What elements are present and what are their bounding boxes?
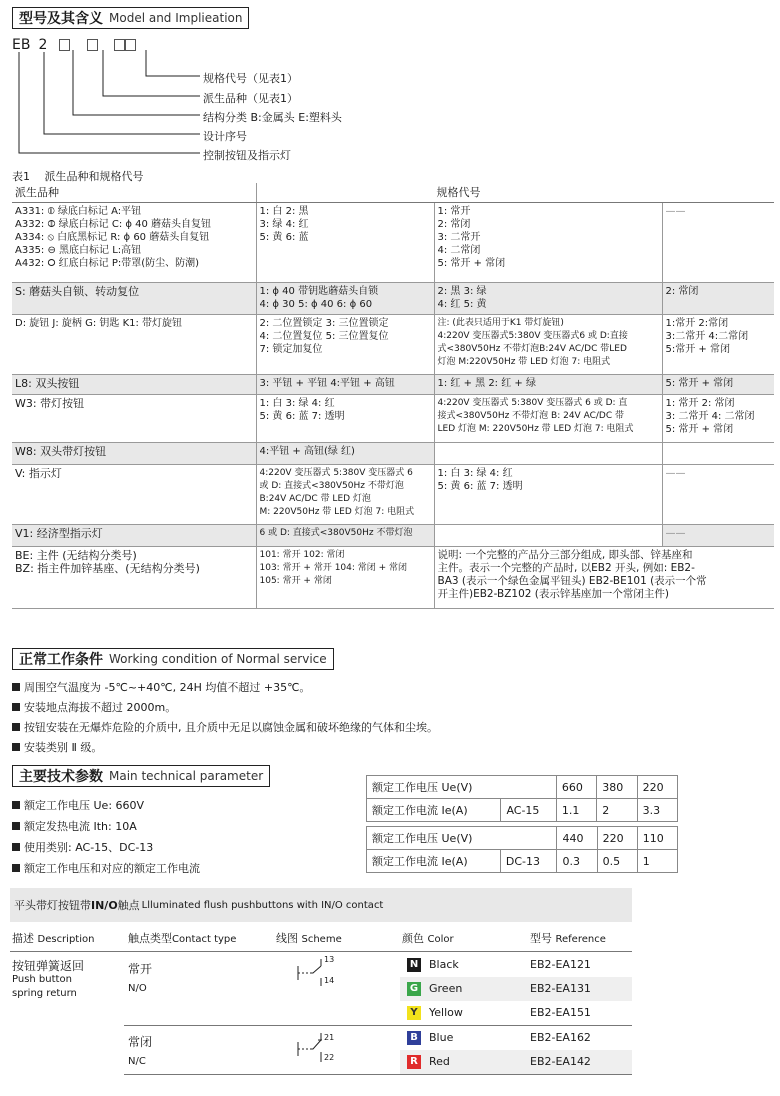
- ref-red: EB2-EA142: [530, 1055, 591, 1068]
- header-divider: [10, 951, 632, 952]
- technical-section-header: [12, 765, 270, 787]
- description-en-1: Push button: [12, 974, 72, 985]
- color-black: N Black: [407, 958, 459, 972]
- table1-row: BE: 主件 (无结构分类号) BZ: 指主件加锌基座、(无结构分类号) 101: 常开 102: 常闭 103: 常开 + 常开 104: 常闭 + 常闭 105: 常开 + 常闭 说明: 一个完整的产品分三部分组成, 即头部、锌基座和 主件。表示一个完整的产品时, 以EB2 开头, 例如: EB2- BA3 (表示一个绿色金属平钮头) EB2-BE101 (表示一个常 开主件)EB2-BZ102 (表示锌基座加一个常闭主件): [12, 547, 774, 609]
- description-en-2: spring return: [12, 988, 77, 999]
- table1-row: S: 蘑菇头自锁、转动复位 1: ϕ 40 带钥匙蘑菇头自锁 4: ϕ 30 5: ϕ 40 6: ϕ 60 2: 黑 3: 绿 4: 红 5: 黄 2: 常闭: [12, 283, 774, 315]
- color-blue: B Blue: [407, 1031, 453, 1045]
- dc-ie-label: 额定工作电流 Ie(A): [367, 850, 501, 873]
- list-item: 按钮安装在无爆炸危险的介质中, 且介质中无足以腐蚀金属和破坏绝缘的气体和尘埃。: [12, 718, 438, 738]
- list-item: 额定发热电流 Ith: 10A: [12, 816, 200, 837]
- terminal-13: 13: [324, 955, 335, 964]
- ac-category: AC-15: [501, 799, 556, 822]
- contact-type-nc-en: N/C: [128, 1056, 146, 1067]
- group-divider: [124, 1025, 632, 1026]
- color-green: G Green: [407, 982, 462, 996]
- working-header-cn: 正常工作条件: [19, 652, 103, 668]
- terminal-22: 22: [324, 1053, 335, 1062]
- col-contact-type: 触点类型Contact type: [128, 932, 237, 945]
- dc-category: DC-13: [500, 850, 557, 873]
- table1-row: D: 旋钮 J: 旋柄 G: 钥匙 K1: 带灯旋钮 2: 二位置锁定 3: 三位置锁定 4: 二位置复位 5: 三位置复位 7: 锁定加复位 注: (此表只适用于K1 带灯旋钮) 4:220V 变压器式5:380V 变压器式6 或 D:直接 式<380V50Hz 不带灯泡B:24V AC/DC 带LED 灯泡 M:220V50Hz 带 LED 灯泡 7: 电阻式 1:常开 2:常闭 3:二常开 4:二常闭 5:常开 + 常闭: [12, 315, 774, 375]
- annotation-spec-code: 规格代号（见表1）: [203, 72, 298, 85]
- table1-row: L8: 双头按钮 3: 平钮 + 平钮 4:平钮 + 高钮 1: 红 + 黑 2: 红 + 绿 5: 常开 + 常闭: [12, 375, 774, 395]
- table1-row: A331: ⦶ 绿底白标记 A:平钮 A332: ⦷ 绿底白标记 C: ϕ 40 蘑菇头自复钮 A334: ⦸ 白底黑标记 R: ϕ 60 蘑菇头自复钮 A335: ⊖ 黑底白标记 L:高钮 A432: ⭘ 红底白标记 P:带罩(防尘、防潮) 1: 白 2: 黑 3: 绿 4: 红 5: 黄 6: 蓝 1: 常开 2: 常闭 3: 二常开 4: 二常闭 5: 常开 + 常闭 ——: [12, 203, 774, 283]
- list-item: 周围空气温度为 -5℃~+40℃, 24H 均值不超过 +35℃。: [12, 678, 438, 698]
- annotation-structure: 结构分类 B:金属头 E:塑料头: [203, 111, 342, 124]
- model-section-header: [12, 7, 249, 29]
- annotation-variant: 派生品种（见表1）: [203, 92, 298, 105]
- green-swatch-icon: G: [407, 982, 421, 996]
- technical-header-en: Main technical parameter: [109, 769, 264, 783]
- table1: [12, 183, 774, 609]
- working-header-en: Working condition of Normal service: [109, 652, 327, 666]
- yellow-swatch-icon: Y: [407, 1006, 421, 1020]
- model-header-en: Model and Implieation: [109, 11, 243, 25]
- color-red: R Red: [407, 1055, 450, 1069]
- ref-green: EB2-EA131: [530, 982, 591, 995]
- list-item: 使用类别: AC-15、DC-13: [12, 837, 200, 858]
- dc-ue-label: 额定工作电压 Ue(V): [367, 827, 557, 850]
- working-section-header: [12, 648, 334, 670]
- table1-caption: 表1 派生品种和规格代号: [12, 170, 144, 183]
- table1-row: V1: 经济型指示灯 6 或 D: 直接式<380V50Hz 不带灯泡 ——: [12, 525, 774, 547]
- model-code: [12, 37, 136, 53]
- ac-ue-label: 额定工作电压 Ue(V): [367, 776, 557, 799]
- ac-rating-table: 额定工作电压 Ue(V) 660 380 220 额定工作电流 Ie(A) AC-15 1.1 2 3.3: [366, 775, 678, 822]
- technical-header-cn: 主要技术参数: [19, 769, 103, 785]
- color-yellow: Y Yellow: [407, 1006, 463, 1020]
- ref-yellow: EB2-EA151: [530, 1006, 591, 1019]
- working-list: [12, 678, 438, 758]
- contact-type-no-cn: 常开: [128, 962, 153, 976]
- dc-rating-table: 额定工作电压 Ue(V) 440 220 110 额定工作电流 Ie(A) DC-13 0.3 0.5 1: [366, 826, 678, 873]
- col-description: 描述 Description: [12, 932, 95, 945]
- list-item: 安装地点海拔不超过 2000m。: [12, 698, 438, 718]
- black-swatch-icon: N: [407, 958, 421, 972]
- table1-row: W3: 带灯按钮 1: 白 3: 绿 4: 红 5: 黄 6: 蓝 7: 透明 4:220V 变压器式 5:380V 变压器式 6 或 D: 直 接式<380V50Hz 不带灯泡 B: 24V AC/DC 带 LED 灯泡 M: 220V50Hz 带 LED 灯泡 7: 电阻式 1: 常开 2: 常闭 3: 二常开 4: 二常闭 5: 常开 + 常闭: [12, 395, 774, 443]
- table1-row: V: 指示灯 4:220V 变压器式 5:380V 变压器式 6 或 D: 直接式<380V50Hz 不带灯泡 B:24V AC/DC 带 LED 灯泡 M: 220V50Hz 带 LED 灯泡 7: 电阻式 1: 白 3: 绿 4: 红 5: 黄 6: 蓝 7: 透明 ——: [12, 465, 774, 525]
- ref-blue: EB2-EA162: [530, 1031, 591, 1044]
- col-color: 颜色 Color: [402, 932, 454, 945]
- col-scheme: 线图 Scheme: [276, 932, 342, 945]
- list-item: 额定工作电压和对应的额定工作电流: [12, 858, 200, 879]
- col-reference: 型号 Reference: [530, 932, 606, 945]
- annotation-product: 控制按钮及指示灯: [203, 149, 291, 162]
- technical-list: [12, 795, 200, 879]
- illuminated-section-header: 平头带灯按钮带 IN/O 触点 Llluminated flush pushbuttons with IN/O contact: [10, 888, 632, 922]
- list-item: 额定工作电压 Ue: 660V: [12, 795, 200, 816]
- blue-swatch-icon: B: [407, 1031, 421, 1045]
- bottom-divider: [124, 1074, 632, 1075]
- code-series: 2: [38, 37, 48, 53]
- red-swatch-icon: R: [407, 1055, 421, 1069]
- terminal-14: 14: [324, 976, 335, 985]
- table1-row: W8: 双头带灯按钮 4:平钮 + 高钮(绿 红): [12, 443, 774, 465]
- terminal-21: 21: [324, 1033, 335, 1042]
- table1-head-right: 规格代号: [256, 183, 774, 203]
- ac-ie-label: 额定工作电流 Ie(A): [367, 799, 501, 822]
- list-item: 安装类别 Ⅱ 级。: [12, 738, 438, 758]
- description-cn: 按钮弹簧返回: [12, 959, 85, 973]
- contact-type-no-en: N/O: [128, 983, 147, 994]
- no-contact-scheme-icon: [288, 956, 348, 988]
- ref-black: EB2-EA121: [530, 958, 591, 971]
- code-prefix: EB: [12, 37, 31, 53]
- nc-contact-scheme-icon: [288, 1030, 348, 1064]
- code-box-3: [114, 39, 125, 51]
- annotation-design-no: 设计序号: [203, 130, 247, 143]
- contact-type-nc-cn: 常闭: [128, 1035, 153, 1049]
- table1-head-left: 派生品种: [12, 183, 256, 203]
- code-box-2: [87, 39, 98, 51]
- code-box-4: [125, 39, 136, 51]
- code-box-1: [59, 39, 70, 51]
- model-header-cn: 型号及其含义: [19, 11, 103, 27]
